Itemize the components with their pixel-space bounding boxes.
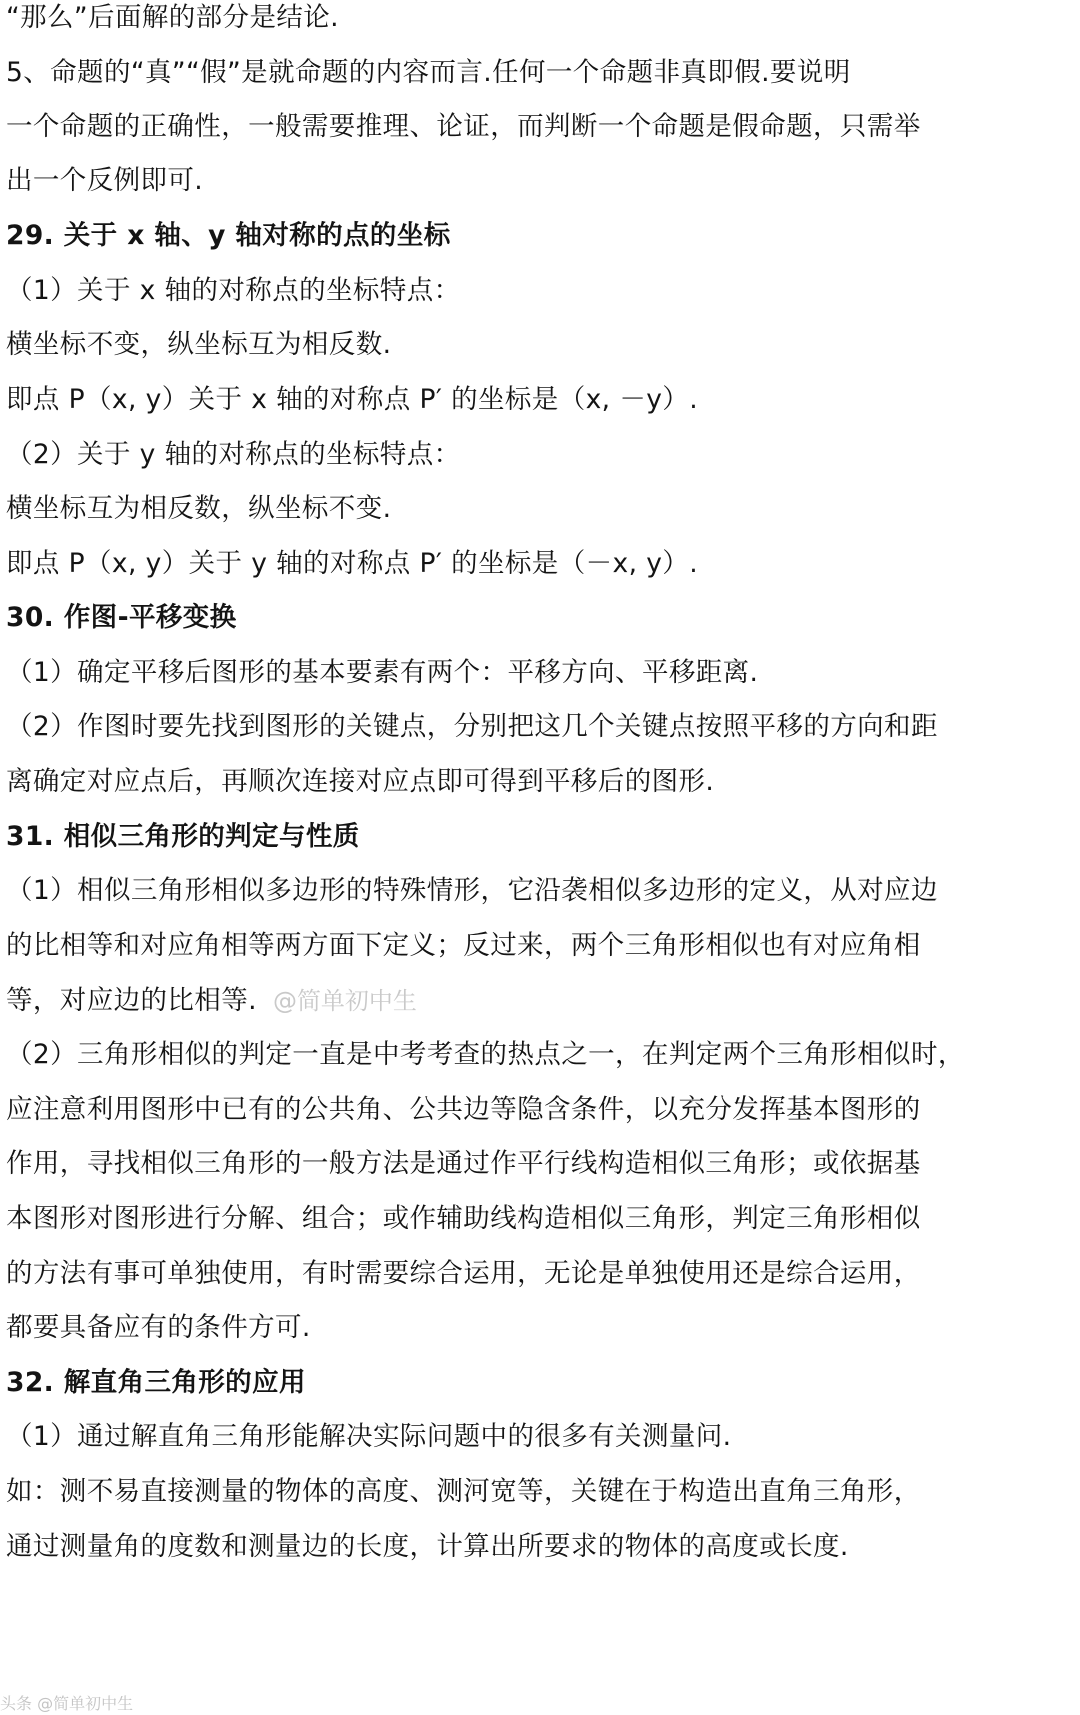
text-line: 本图形对图形进行分解、组合；或作辅助线构造相似三角形，判定三角形相似 [6, 1203, 921, 1234]
text-line: 作用，寻找相似三角形的一般方法是通过作平行线构造相似三角形；或依据基 [6, 1148, 921, 1179]
text-line: 离确定对应点后，再顺次连接对应点即可得到平移后的图形. [6, 766, 715, 797]
text-line: 即点 P（x, y）关于 x 轴的对称点 P′ 的坐标是（x, －y）. [6, 384, 699, 415]
text-line: （2）作图时要先找到图形的关键点，分别把这几个关键点按照平移的方向和距 [6, 711, 938, 742]
footer-watermark: 头条 @简单初中生 [0, 1694, 134, 1713]
text-line: 的比相等和对应角相等两方面下定义；反过来，两个三角形相似也有对应角相 [6, 930, 921, 961]
text-line: （1）关于 x 轴的对称点的坐标特点： [6, 275, 461, 306]
text-line: 一个命题的正确性，一般需要推理、论证，而判断一个命题是假命题，只需举 [6, 111, 921, 142]
text-line: 横坐标互为相反数，纵坐标不变. [6, 493, 392, 524]
text-line [6, 981, 1074, 1021]
text-line: 的方法有事可单独使用，有时需要综合运用，无论是单独使用还是综合运用， [6, 1258, 921, 1289]
watermark: @简单初中生 [272, 987, 417, 1015]
section-heading-31: 31. 相似三角形的判定与性质 [6, 821, 360, 852]
text-line: （2）关于 y 轴的对称点的坐标特点： [6, 439, 461, 470]
text-line: （2）三角形相似的判定一直是中考考查的热点之一，在判定两个三角形相似时， [6, 1039, 965, 1070]
text-line: 都要具备应有的条件方可. [6, 1312, 311, 1343]
text-line: 通过测量角的度数和测量边的长度，计算出所要求的物体的高度或长度. [6, 1531, 849, 1562]
section-heading-29: 29. 关于 x 轴、y 轴对称的点的坐标 [6, 220, 451, 251]
section-heading-30: 30. 作图-平移变换 [6, 602, 237, 633]
text-line: 应注意利用图形中已有的公共角、公共边等隐含条件，以充分发挥基本图形的 [6, 1094, 921, 1125]
text-segment: 等，对应边的比相等. [6, 985, 257, 1016]
text-line: 横坐标不变，纵坐标互为相反数. [6, 329, 392, 360]
text-line: 出一个反例即可. [6, 165, 204, 196]
text-line: （1）相似三角形相似多边形的特殊情形，它沿袭相似多边形的定义，从对应边 [6, 875, 938, 906]
text-line: 5、命题的“真”“假”是就命题的内容而言.任何一个命题非真即假.要说明 [6, 57, 851, 88]
text-line: 如：测不易直接测量的物体的高度、测河宽等，关键在于构造出直角三角形， [6, 1476, 921, 1507]
text-line: （1）确定平移后图形的基本要素有两个：平移方向、平移距离. [6, 657, 759, 688]
text-line: “那么”后面解的部分是结论. [6, 2, 339, 33]
text-line: 即点 P（x, y）关于 y 轴的对称点 P′ 的坐标是（－x, y）. [6, 548, 699, 579]
section-heading-32: 32. 解直角三角形的应用 [6, 1367, 306, 1398]
text-line: （1）通过解直角三角形能解决实际问题中的很多有关测量问. [6, 1421, 732, 1452]
